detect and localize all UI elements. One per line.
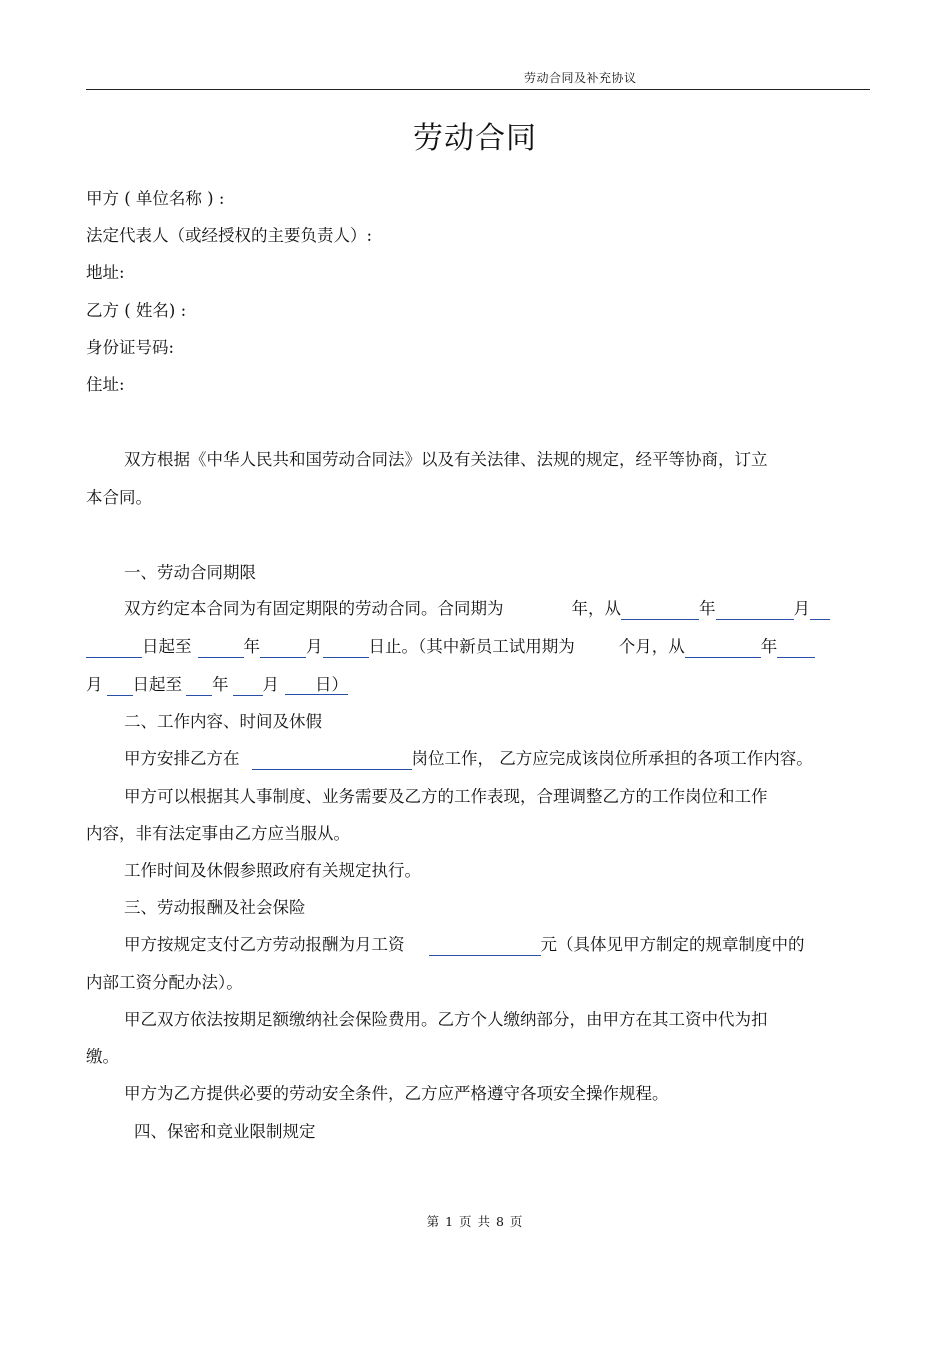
s1-text: 年 <box>212 675 229 694</box>
section-3-para-2-line-2: 缴。 <box>86 1047 119 1066</box>
section-2-para-1 <box>124 748 813 770</box>
running-header: 劳动合同及补充协议 <box>524 71 637 85</box>
s1-text: 日） <box>315 675 348 694</box>
month-blank[interactable] <box>233 677 263 696</box>
party-b-label: 乙方 ( 姓名) : <box>86 301 187 320</box>
s1-text: 月 <box>86 675 103 694</box>
s1-text: 日起至 <box>142 637 192 656</box>
s1-text: 年，从 <box>571 599 621 618</box>
year-blank[interactable] <box>685 639 761 658</box>
section-3-para-2-line-1: 甲乙双方依法按期足额缴纳社会保险费用。乙方个人缴纳部分，由甲方在其工资中代为扣 <box>124 1010 768 1029</box>
section-2-para-2-line-2: 内容，非有法定事由乙方应当服从。 <box>86 824 350 843</box>
address-b-label: 住址: <box>86 375 125 394</box>
s2-text: 甲方安排乙方在 <box>124 749 240 768</box>
month-blank[interactable] <box>777 639 815 658</box>
section-1-para-line-1 <box>124 598 830 620</box>
day-blank[interactable] <box>107 677 133 696</box>
section-4-heading: 四、保密和竞业限制规定 <box>134 1122 316 1141</box>
section-3-para-1 <box>124 934 805 956</box>
s1-text: 月 <box>793 599 810 618</box>
position-blank[interactable] <box>252 751 412 770</box>
year-blank[interactable] <box>186 677 212 696</box>
month-blank[interactable] <box>716 601 794 620</box>
document-title: 劳动合同 <box>413 121 537 156</box>
section-1-para-line-2 <box>86 636 815 658</box>
s3-text: 甲方按规定支付乙方劳动报酬为月工资 <box>124 935 405 954</box>
party-a-label: 甲方 ( 单位名称 ) : <box>86 189 225 208</box>
preamble-line-1: 双方根据《中华人民共和国劳动合同法》以及有关法律、法规的规定，经平等协商，订立 <box>124 450 768 469</box>
page-footer: 第 1 页 共 8 页 <box>426 1214 524 1229</box>
s3-text: 元（具体见甲方制定的规章制度中的 <box>540 935 805 954</box>
s1-text <box>285 675 348 695</box>
legal-rep-label: 法定代表人（或经授权的主要负责人）: <box>86 226 373 245</box>
s1-text: 年 <box>243 637 260 656</box>
section-3-para-3: 甲方为乙方提供必要的劳动安全条件，乙方应严格遵守各项安全操作规程。 <box>124 1084 669 1103</box>
s1-text: 日起至 <box>132 675 182 694</box>
salary-blank[interactable] <box>429 937 541 956</box>
year-blank[interactable] <box>621 601 699 620</box>
s1-text: 日止。（其中新员工试用期为 <box>368 637 575 656</box>
section-1-heading: 一、劳动合同期限 <box>124 563 256 582</box>
preamble-line-2: 本合同。 <box>86 488 152 507</box>
s1-text: 年 <box>699 599 716 618</box>
day-blank[interactable] <box>810 601 830 620</box>
section-2-heading: 二、工作内容、时间及休假 <box>124 712 322 731</box>
id-number-label: 身份证号码: <box>86 338 175 357</box>
s1-text: 年 <box>760 637 778 656</box>
s1-text: 个月，从 <box>618 637 685 656</box>
day-blank[interactable] <box>323 639 369 658</box>
s1-text: 月 <box>262 675 279 694</box>
section-1-para-line-3 <box>86 674 348 696</box>
address-a-label: 地址: <box>86 263 125 282</box>
section-3-heading: 三、劳动报酬及社会保险 <box>124 898 306 917</box>
s1-text: 双方约定本合同为有固定期限的劳动合同。合同期为 <box>124 599 504 618</box>
section-2-para-3: 工作时间及休假参照政府有关规定执行。 <box>124 861 421 880</box>
section-2-para-2-line-1: 甲方可以根据其人事制度、业务需要及乙方的工作表现，合理调整乙方的工作岗位和工作 <box>124 787 768 806</box>
year-blank[interactable] <box>198 639 244 658</box>
month-blank[interactable] <box>260 639 306 658</box>
section-3-para-1-line-2: 内部工资分配办法）。 <box>86 973 243 992</box>
s1-text: 月 <box>306 637 323 656</box>
day-blank[interactable] <box>86 639 142 658</box>
s2-text: 岗位工作， 乙方应完成该岗位所承担的各项工作内容。 <box>411 749 813 768</box>
header-rule <box>86 89 870 90</box>
